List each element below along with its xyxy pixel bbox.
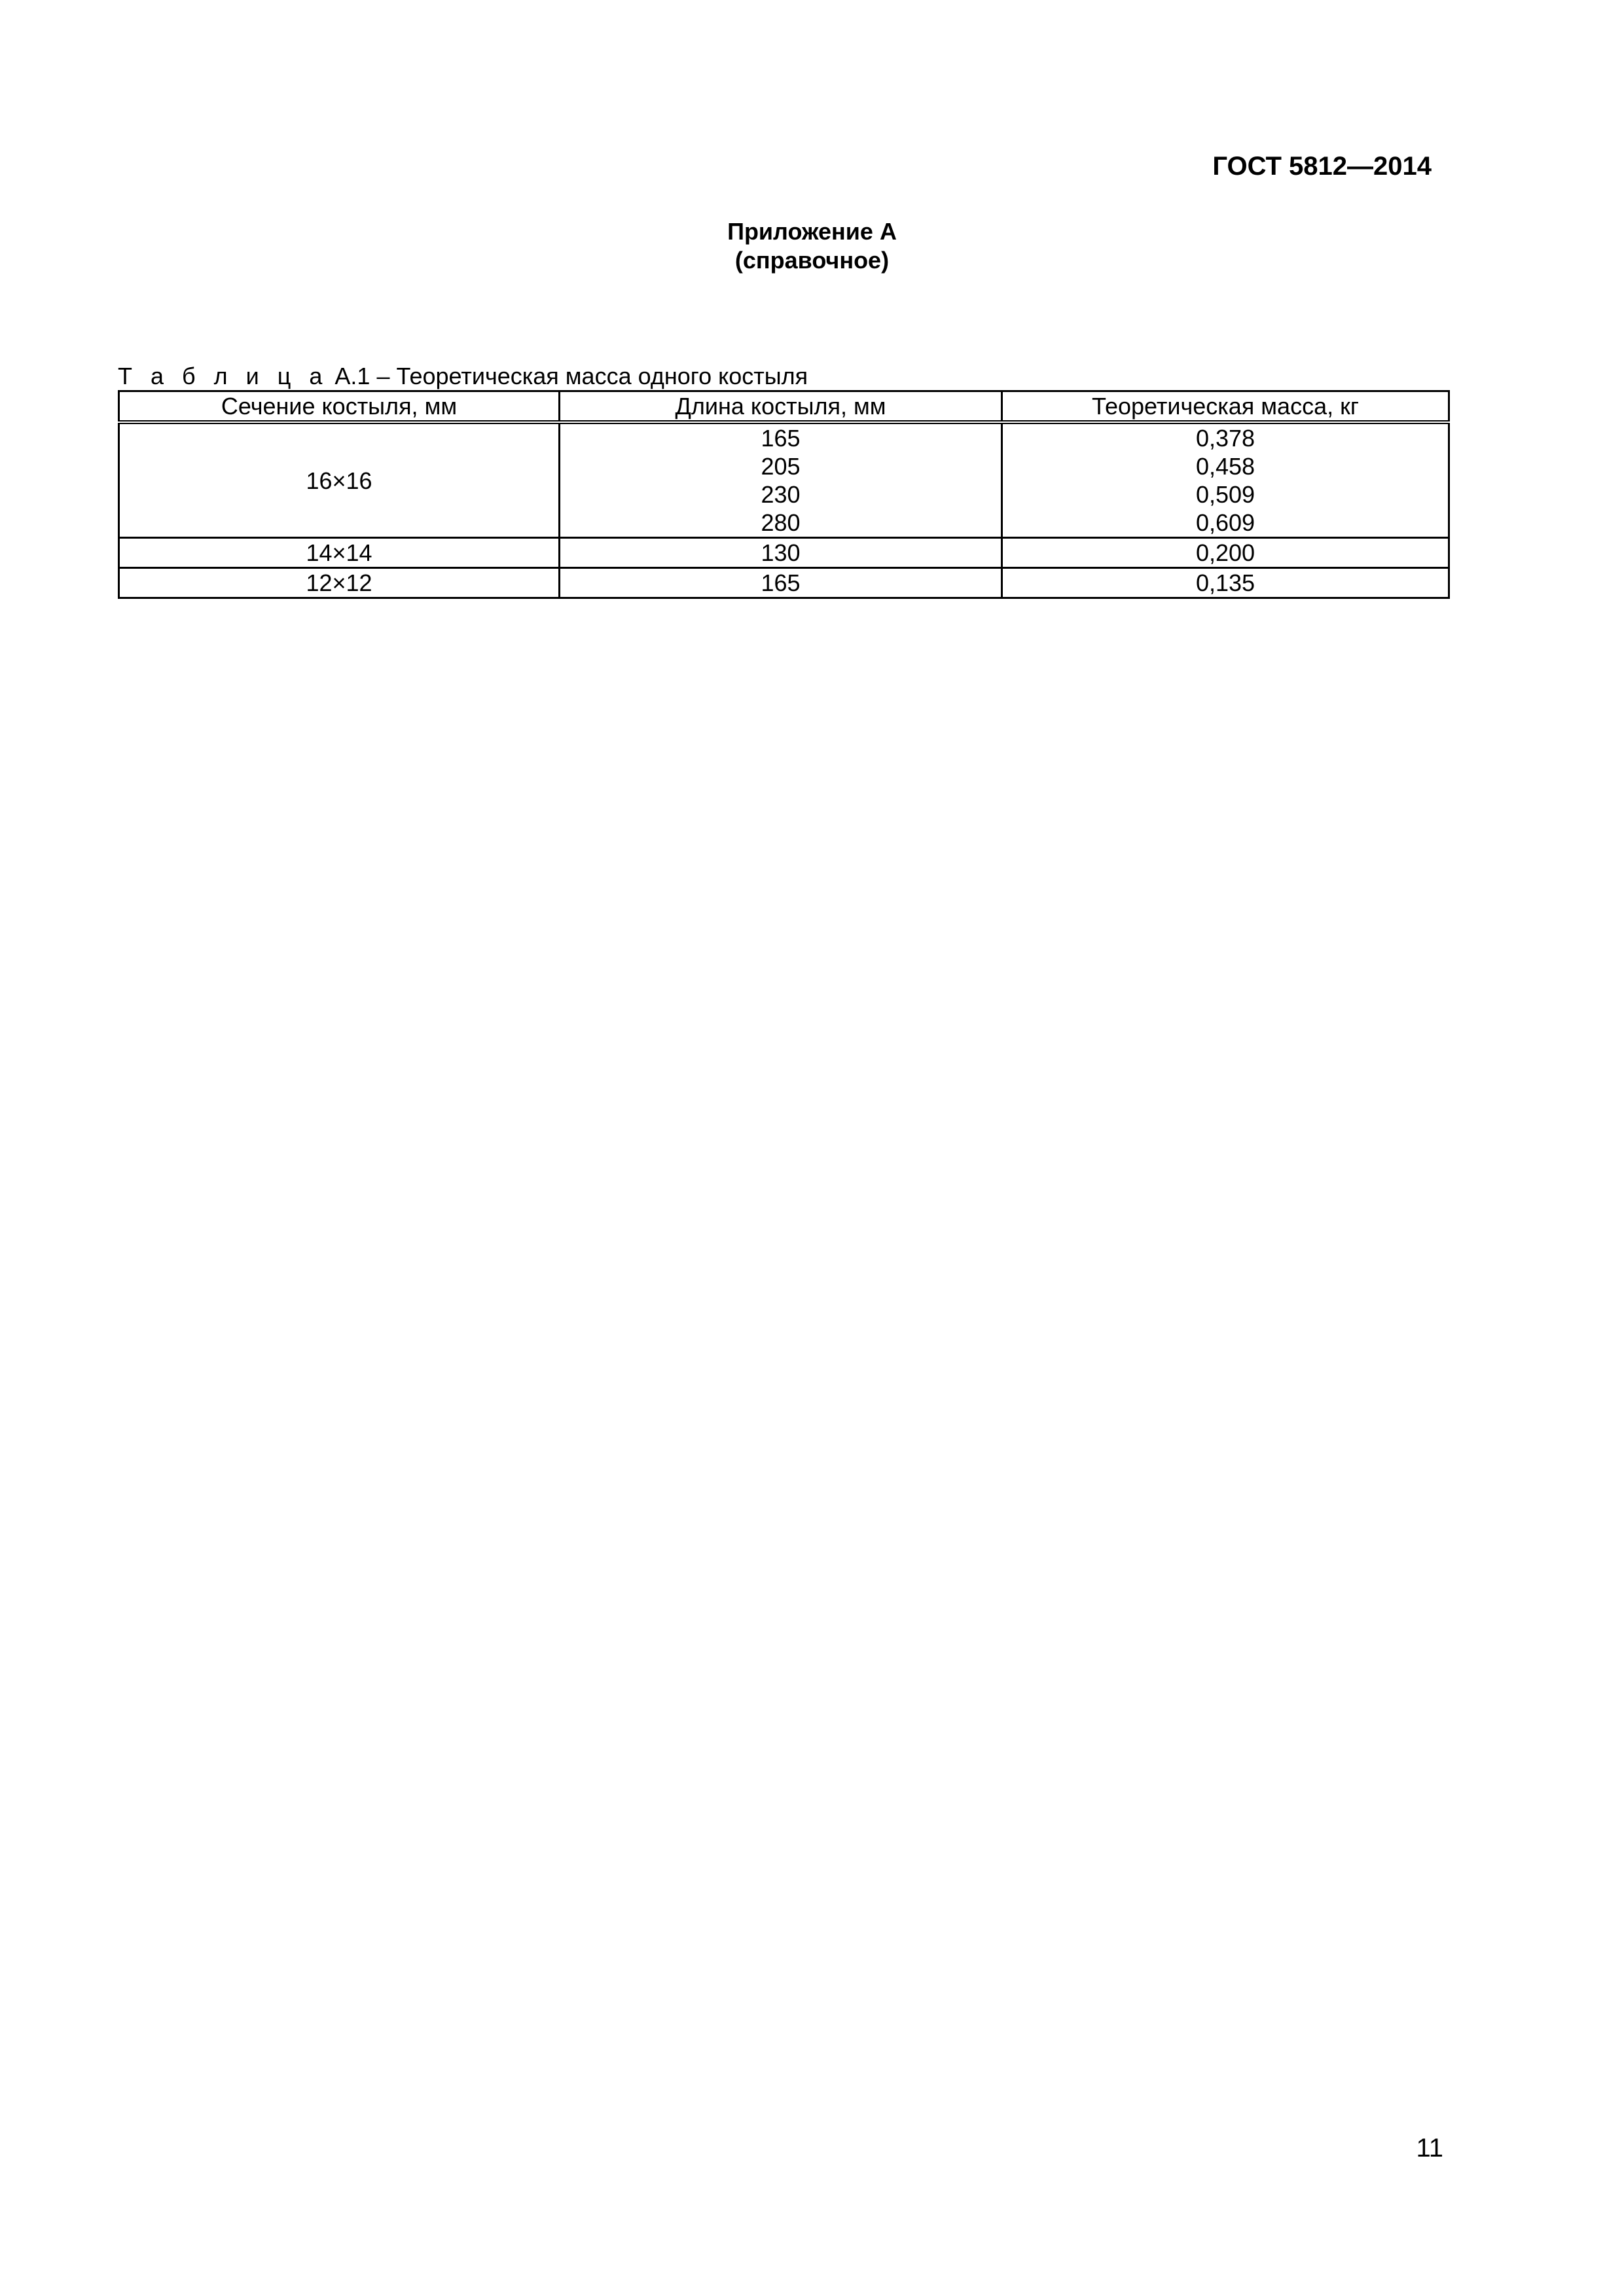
table-row (119, 538, 1449, 568)
column-header-length: Длина костыля, мм (560, 391, 1002, 423)
length-cell (560, 538, 1002, 568)
length-cell (560, 422, 1002, 538)
appendix-title: Приложение А (727, 218, 897, 245)
column-header-mass: Теоретическая масса, кг (1002, 391, 1449, 423)
table-caption (118, 362, 808, 391)
length-value: 165 (761, 569, 801, 596)
appendix-heading (0, 217, 1624, 275)
mass-cell (1002, 538, 1449, 568)
length-cell (560, 568, 1002, 598)
length-value: 205 (761, 453, 801, 480)
section-cell: 12×12 (119, 568, 560, 598)
table-caption-text: – Теоретическая масса одного костыля (376, 363, 808, 389)
table-row (119, 422, 1449, 538)
mass-value: 0,609 (1195, 509, 1255, 536)
mass-cell (1002, 568, 1449, 598)
section-cell: 16×16 (119, 422, 560, 538)
length-value: 230 (761, 481, 801, 508)
table-row (119, 568, 1449, 598)
length-value: 130 (761, 539, 801, 566)
length-value: 165 (761, 425, 801, 452)
mass-value: 0,509 (1195, 481, 1255, 508)
table-caption-prefix: Т а б л и ц а (118, 363, 329, 389)
table-caption-number: А.1 (334, 363, 370, 389)
table-header-row (119, 391, 1449, 423)
column-header-section: Сечение костыля, мм (119, 391, 560, 423)
mass-table (118, 390, 1450, 599)
mass-cell (1002, 422, 1449, 538)
page-number: 11 (1416, 2134, 1443, 2162)
length-value: 280 (761, 509, 801, 536)
mass-value: 0,200 (1195, 539, 1255, 566)
appendix-subtitle: (справочное) (734, 247, 890, 274)
mass-value: 0,135 (1195, 569, 1255, 596)
mass-value: 0,458 (1195, 453, 1255, 480)
document-code: ГОСТ 5812—2014 (1212, 152, 1432, 181)
section-cell: 14×14 (119, 538, 560, 568)
mass-value: 0,378 (1195, 425, 1255, 452)
